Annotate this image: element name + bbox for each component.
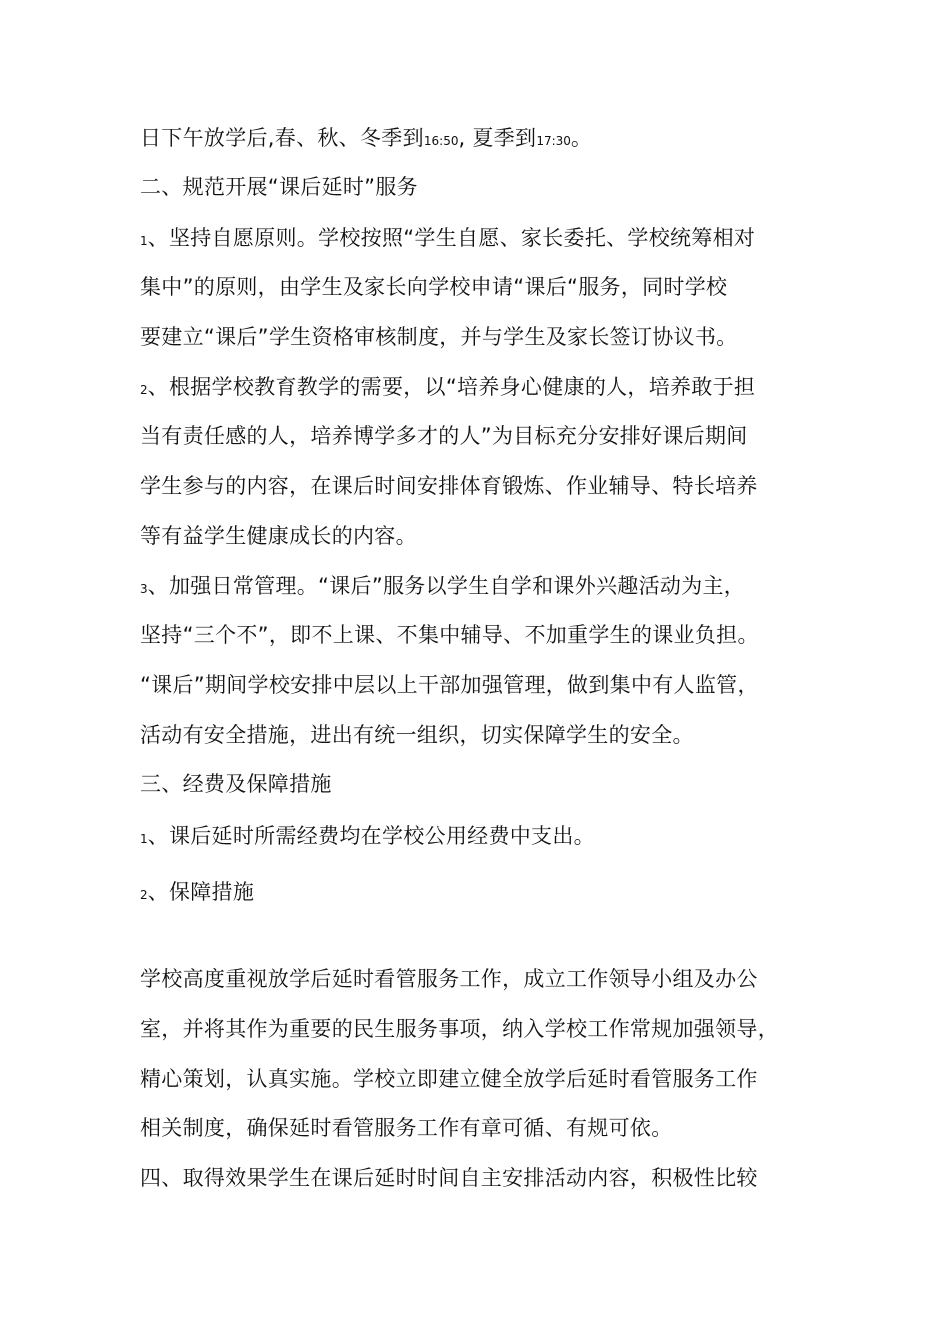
text-line-7: 当有责任感的人，培养博学多才的人”为目标充分安排好课后期间 bbox=[140, 424, 748, 448]
text-line-16: 2、保障措施 bbox=[140, 880, 255, 904]
text-line-3: 1、坚持自愿原则。学校按照“学生自愿、家长委托、学校统筹相对 bbox=[140, 226, 756, 250]
text-line-6: 2、根据学校教育教学的需要，以“培养身心健康的人，培养敢于担 bbox=[140, 375, 756, 399]
text-line-5: 要建立“课后”学生资格审核制度，并与学生及家长签订协议书。 bbox=[140, 325, 738, 349]
text-line-13: 活动有安全措施，进出有统一组织，切实保障学生的安全。 bbox=[140, 723, 694, 747]
text-line-9: 等有益学生健康成长的内容。 bbox=[140, 524, 417, 548]
text-line-17: 学校高度重视放学后延时看管服务工作，成立工作领导小组及办公 bbox=[140, 967, 758, 991]
text-line-10: 3、加强日常管理。“课后”服务以学生自学和课外兴趣活动为主， bbox=[140, 574, 746, 598]
text-line-20: 相关制度，确保延时看管服务工作有章可循、有规可依。 bbox=[140, 1116, 673, 1140]
text-line-1: 日下午放学后,春、秋、冬季到16:50, 夏季到17:30。 bbox=[140, 126, 593, 150]
section-heading-4: 四、取得效果学生在课后延时时间自主安排活动内容，积极性比较 bbox=[140, 1166, 758, 1190]
section-heading-2: 二、规范开展“课后延时”服务 bbox=[140, 175, 418, 199]
text-line-19: 精心策划，认真实施。学校立即建立健全放学后延时看管服务工作 bbox=[140, 1067, 758, 1091]
text-line-18: 室，并将其作为重要的民生服务事项，纳入学校工作常规加强领导， bbox=[140, 1017, 779, 1041]
text-line-4: 集中”的原则，由学生及家长向学校申请“课后“服务，同时学校 bbox=[140, 275, 728, 299]
text-line-12: “课后”期间学校安排中层以上干部加强管理，做到集中有人监管， bbox=[140, 673, 759, 697]
text-line-11: 坚持“三个不”，即不上课、不集中辅导、不加重学生的课业负担。 bbox=[140, 623, 759, 647]
text-line-8: 学生参与的内容，在课后时间安排体育锻炼、作业辅导、特长培养 bbox=[140, 474, 758, 498]
section-heading-3: 三、经费及保障措施 bbox=[140, 772, 332, 796]
text-line-15: 1、课后延时所需经费均在学校公用经费中支出。 bbox=[140, 824, 595, 848]
